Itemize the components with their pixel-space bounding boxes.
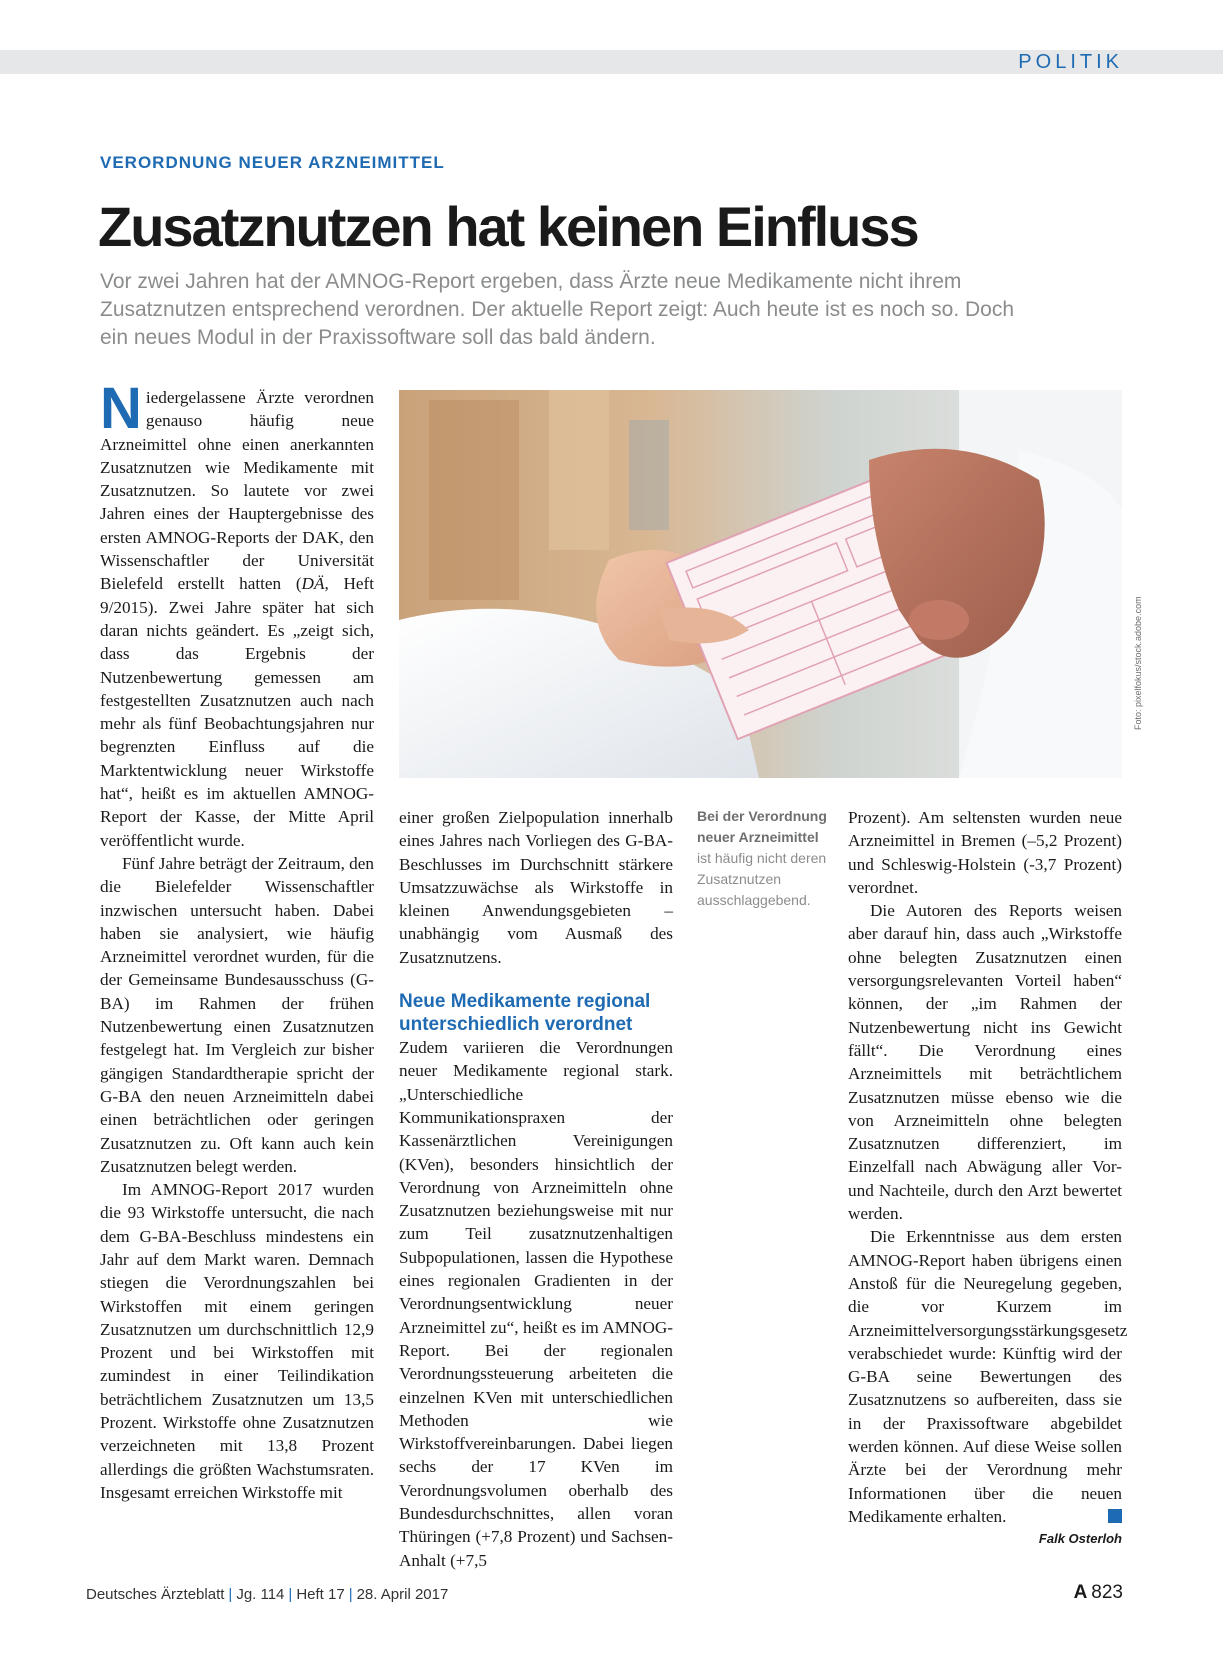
paragraph-2: Fünf Jahre beträgt der Zeitraum, den die Bielefelder Wissenschaftler inzwischen untersucht haben. Dabei haben sie analysiert, wie häufig Arzneimittel verordnet wurden, für die der Gemeinsame Bundesausschuss (G-BA) im Rahmen der frühen Nutzenbewertung einen Zusatznutzen festgelegt hat. Im Vergleich zur bisher gängigen Standardtherapie spricht der G-BA den neuen Arzneimitteln dabei einen beträchtlichen oder geringen Zusatznutzen zu. Oft kann auch kein Zusatznutzen belegt werden. bbox=[100, 853, 374, 1176]
paragraph-8 bbox=[848, 1225, 1128, 1528]
page-prefix: A bbox=[1073, 1582, 1088, 1603]
paragraph-1-text-b: , Heft 9/2015). Zwei Jahre später hat sich daran nichts geändert. Es „zeigt sich, dass das Ergebnis der Nutzenbewertung gemessen am festgestellten Zusatznutzen auch nach mehr als fünf Beobachtungsjahren nur begrenzten Einfluss auf die Marktentwicklung neuer Wirkstoffe hat“, heißt es im aktuellen AMNOG-Report der Kasse, der Mitte April veröffentlicht wurde. bbox=[100, 574, 374, 850]
paragraph-7: Die Autoren des Reports weisen aber darauf hin, dass auch „Wirkstoffe ohne belegten Zusatznutzen einen versorgungsrelevanten Vorteil haben“ können, der „im Rahmen der Nutzenbewertung nicht ins Gewicht fällt“. Die Verordnung eines Arzneimittels mit beträchtlichem Zusatznutzen müsse ebenso wie die von Arzneimitteln ohne belegten Zusatznutzen differenziert, im Einzelfall nach Abwägung aller Vor- und Nachteile, durch den Arzt bewertet werden. bbox=[848, 901, 1122, 1224]
footer-separator: | bbox=[348, 1586, 353, 1603]
photo-caption bbox=[697, 806, 827, 911]
article-column-4 bbox=[848, 806, 1128, 1550]
footer-volume: Jg. 114 bbox=[236, 1586, 285, 1603]
footer-journal: Deutsches Ärzteblatt bbox=[86, 1586, 225, 1603]
footer-separator: | bbox=[228, 1586, 233, 1603]
footer-issue: Heft 17 bbox=[296, 1586, 345, 1603]
prescription-photo bbox=[399, 390, 1122, 778]
footer-date: 28. April 2017 bbox=[356, 1586, 449, 1603]
page-number-value: 823 bbox=[1091, 1582, 1123, 1603]
journal-abbrev: DÄ bbox=[301, 574, 325, 594]
paragraph-1-text-a: iedergelassene Ärzte verordnen genauso häufig neue Arzneimittel ohne einen anerkannten Zusatznutzen wie Medikamente mit Zusatznutzen. So lautete vor zwei Jahren eines der Hauptergebnisse des ersten AMNOG-Reports der DAK, den Wissenschaftler der Universität Bielefeld erstellt hatten ( bbox=[100, 388, 374, 594]
section-label: POLITIK bbox=[1018, 51, 1123, 73]
article-lead: Vor zwei Jahren hat der AMNOG-Report ergeben, dass Ärzte neue Medikamente nicht ihrem Zusatznutzen entsprechend verordnen. Der aktuelle Report zeigt: Auch heute ist es noch so. Doch ein neues Modul in der Praxissoftware soll das bald ändern. bbox=[100, 270, 1015, 349]
caption-text: ist häufig nicht deren Zusatznutzen ausschlaggebend. bbox=[697, 850, 827, 908]
page-footer bbox=[86, 1586, 448, 1603]
paragraph-8-text: Die Erkenntnisse aus dem ersten AMNOG-Report haben übrigens einen Anstoß für die Neuregelung gegeben, die vor Kurzem im Arzneimittelversorgungsstärkungsgesetz verabschiedet wurde: Künftig wird der G-BA seine Bewertungen des Zusatznutzens so aufbereiten, dass sie in der Praxissoftware abgebildet werden können. Auf diese Weise sollen Ärzte bei der Verordnung mehr Informationen über die neuen Medikamente erhalten. bbox=[848, 1227, 1128, 1526]
end-mark-icon bbox=[1108, 1509, 1122, 1523]
article-column-1 bbox=[100, 376, 374, 1504]
author-signature: Falk Osterloh bbox=[1038, 1531, 1122, 1547]
prescription-handover-image bbox=[399, 390, 1122, 778]
paragraph-1 bbox=[100, 376, 374, 852]
article-subhead: Neue Medikamente regional unterschiedlich verordnet bbox=[399, 991, 651, 1036]
footer-separator: | bbox=[288, 1586, 293, 1603]
article-headline: Zusatznutzen hat keinen Einfluss bbox=[98, 195, 918, 258]
paragraph-3: Im AMNOG-Report 2017 wurden die 93 Wirkstoffe untersucht, die nach dem G-BA-Beschluss mindestens ein Jahr auf dem Markt waren. Demnach stiegen die Verordnungszahlen bei Wirkstoffen mit einem geringen Zusatznutzen um durchschnittlich 12,9 Prozent und bei Wirkstoffen mit zumindest in einer Teilindikation beträchtlichem Zusatznutzen um 13,5 Prozent. Wirkstoffe ohne Zusatznutzen verzeichneten mit 13,8 Prozent allerdings die größten Wachstumsraten. Insgesamt erreichen Wirkstoffe mit bbox=[100, 1180, 374, 1502]
article-column-2 bbox=[399, 806, 673, 1572]
paragraph-5: Zudem variieren die Verordnungen neuer Medikamente regional stark. „Unterschiedliche Kommunikationspraxen der Kassenärztlichen Vereinigungen (KVen), besonders hinsichtlich der Verordnung von Arzneimitteln ohne Zusatznutzen beziehungsweise mit nur zum Teil zusatznutzenhaltigen Subpopulationen, lassen die Hypothese eines regionalen Gradienten in der Verordnungsentwicklung neuer Arzneimittel zu“, heißt es im AMNOG-Report. Bei der regionalen Verordnungssteuerung arbeiteten die einzelnen KVen mit unterschiedlichen Methoden wie Wirkstoffvereinbarungen. Dabei liegen sechs der 17 KVen im Verordnungsvolumen oberhalb des Bundesdurchschnittes, allen voran Thüringen (+7,8 Prozent) und Sachsen-Anhalt (+7,5 bbox=[399, 1038, 673, 1570]
article-kicker: VERORDNUNG NEUER ARZNEIMITTEL bbox=[100, 153, 445, 172]
paragraph-4: einer großen Zielpopulation innerhalb eines Jahres nach Vorliegen des G-BA-Beschlusses im Durchschnitt stärkere Umsatzzuwächse als Wirkstoffe in kleinen Anwendungsgebieten – unabhängig vom Ausmaß des Zusatznutzens. bbox=[399, 808, 673, 967]
page-number bbox=[1074, 1582, 1123, 1604]
dropcap: N bbox=[100, 376, 142, 441]
photo-credit: Foto: pixelfokus/stock.adobe.com bbox=[1133, 596, 1143, 730]
caption-bold: Bei der Verordnung neuer Arzneimittel bbox=[697, 808, 827, 845]
paragraph-6: Prozent). Am seltensten wurden neue Arzneimittel in Bremen (–5,2 Prozent) und Schleswig-Holstein (-3,7 Prozent) verordnet. bbox=[848, 808, 1122, 897]
